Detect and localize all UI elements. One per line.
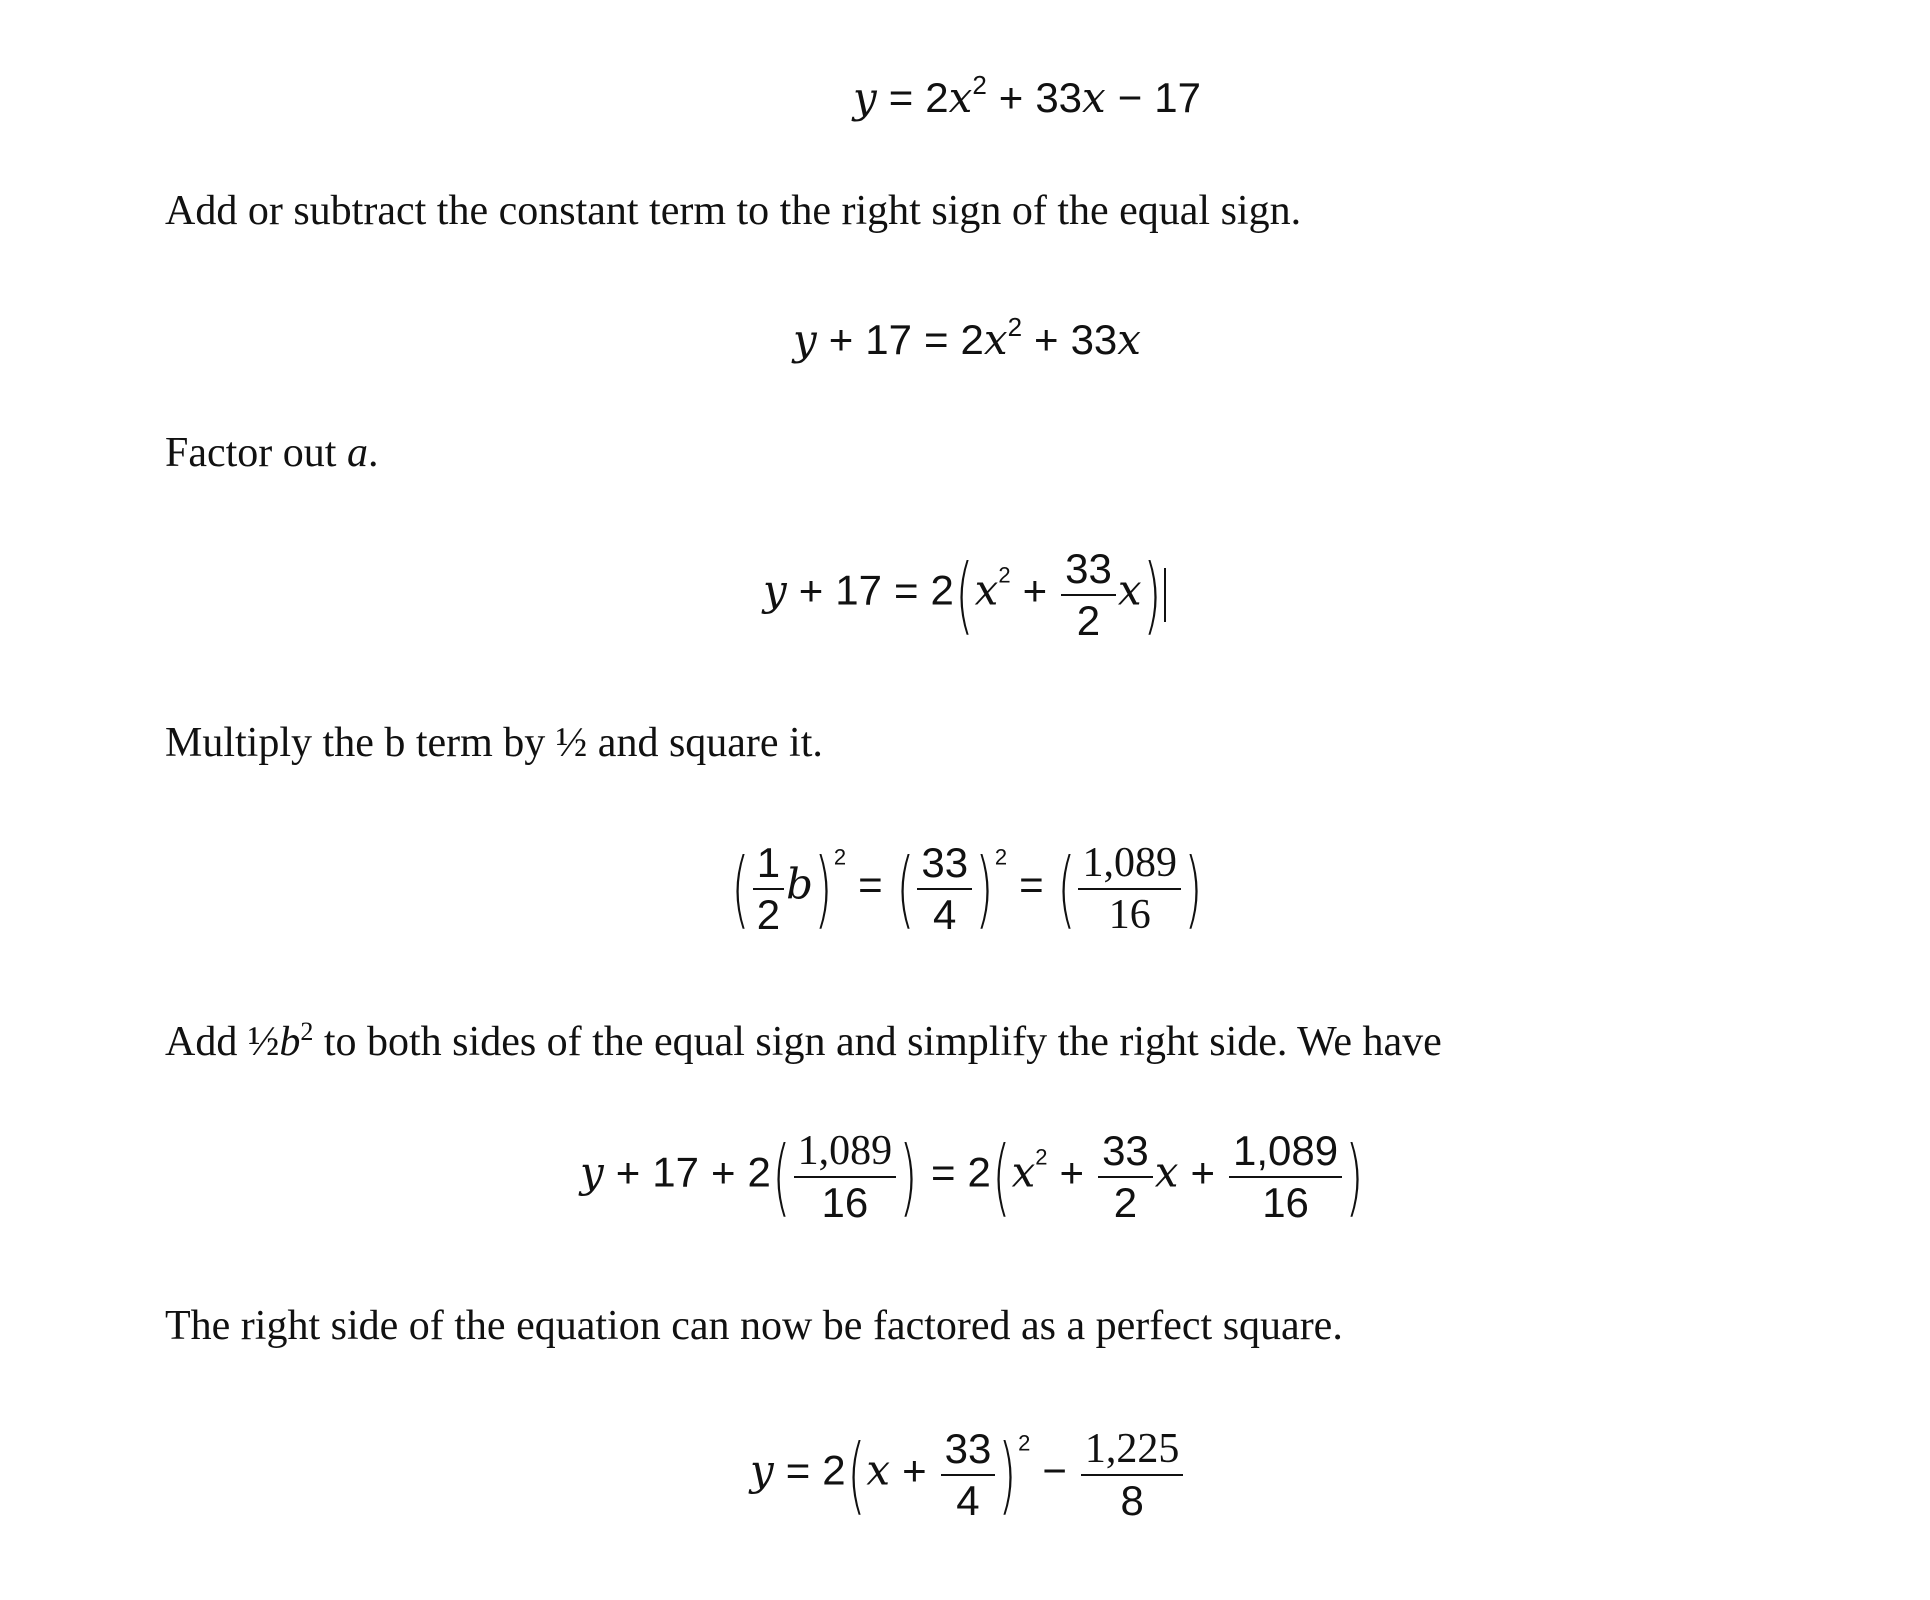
eq3-y: y: [763, 565, 787, 615]
eq1-plus: +: [998, 74, 1024, 121]
eq5-numerator-3: 1,089: [1229, 1130, 1342, 1178]
eq4-exp-1: 2: [833, 844, 847, 870]
eq2-x2: x: [1117, 315, 1141, 364]
eq2-x: x: [983, 315, 1008, 364]
eq6-fraction-1: [941, 1425, 996, 1524]
eq1-coef: 2: [925, 74, 949, 121]
eq4-right-paren-3: ): [1184, 840, 1203, 938]
eq4-denominator-3: 16: [1108, 892, 1151, 938]
eq6-equals: =: [785, 1446, 811, 1494]
eq5-plus-2: +: [710, 1148, 736, 1196]
eq6-denominator-1: 4: [956, 1477, 980, 1524]
eq1-c: 17: [1154, 74, 1201, 121]
eq5-plus-4: +: [1190, 1148, 1216, 1196]
eq3-equals: =: [893, 566, 919, 614]
eq3-x: x: [974, 565, 999, 615]
eq2-plus-1: +: [828, 316, 854, 363]
eq5-fraction-3: [1229, 1127, 1342, 1226]
eq3-plus-1: +: [798, 566, 824, 614]
eq6-numerator-2: 1,225: [1081, 1428, 1184, 1476]
paragraph-4-exp: 2: [300, 1017, 314, 1046]
paragraph-2: [165, 432, 378, 474]
eq6-left-paren: (: [847, 1426, 866, 1524]
eq5-x: x: [1011, 1147, 1036, 1197]
paragraph-2-text: Factor out: [165, 430, 347, 476]
eq5-fraction-1: [794, 1130, 897, 1224]
eq5-right-paren-1: ): [899, 1128, 918, 1226]
text-cursor: [1164, 568, 1166, 622]
eq1-y: y: [853, 73, 877, 122]
eq5-denominator-1: 16: [821, 1179, 869, 1226]
eq6-denominator-2: 8: [1120, 1477, 1144, 1524]
eq6-numerator-1: 33: [941, 1428, 996, 1476]
eq4-left-paren-2: (: [895, 840, 914, 938]
eq4-left-paren-1: (: [731, 840, 750, 938]
eq2-exp: 2: [1007, 312, 1023, 342]
equation-3: [763, 545, 1166, 644]
eq1-equals: =: [888, 74, 914, 121]
eq2-c: 17: [865, 316, 912, 363]
eq6-minus: −: [1042, 1446, 1067, 1494]
eq1-x2: x: [1082, 73, 1106, 122]
equation-1: [853, 72, 1201, 120]
paragraph-1: Add or subtract the constant term to the right sign of the equal sign.: [165, 188, 1302, 234]
eq4-fraction-2: [917, 839, 972, 938]
eq5-numerator-1: 1,089: [794, 1130, 897, 1178]
eq4-numerator-1: 1: [753, 842, 784, 890]
eq3-numerator: 33: [1061, 548, 1116, 596]
eq3-plus-2: +: [1022, 566, 1048, 614]
eq5-left-paren-1: (: [772, 1128, 791, 1226]
eq5-c: 17: [652, 1148, 699, 1196]
eq4-fraction-3: [1078, 842, 1181, 936]
eq6-right-paren: ): [998, 1426, 1017, 1524]
equation-5: [580, 1127, 1365, 1226]
eq5-numerator-2: 33: [1098, 1130, 1153, 1178]
eq3-fraction: [1061, 545, 1116, 644]
eq2-equals: =: [923, 316, 949, 363]
eq1-x: x: [948, 73, 973, 122]
eq3-right-paren: ): [1142, 546, 1161, 644]
paragraph-5: The right side of the equation can now be factored as a perfect square.: [165, 1303, 1343, 1349]
eq5-equals: =: [930, 1148, 956, 1196]
eq3-denominator: 2: [1076, 597, 1101, 644]
eq6-plus: +: [902, 1446, 927, 1494]
eq1-minus: −: [1117, 74, 1143, 121]
eq5-left-paren-2: (: [992, 1128, 1011, 1226]
eq4-denominator-2: 4: [933, 891, 957, 938]
eq5-denominator-2: 2: [1113, 1179, 1138, 1226]
eq6-exp: 2: [1018, 1430, 1031, 1456]
eq6-y: y: [750, 1445, 774, 1495]
paragraph-4-post: to both sides of the equal sign and simplify the right side. We have: [313, 1019, 1442, 1065]
eq6-fraction-2: [1081, 1428, 1184, 1522]
eq5-y: y: [580, 1147, 604, 1197]
paragraph-2-var: a: [346, 430, 368, 476]
eq4-fraction-1: [753, 839, 784, 938]
eq5-plus-3: +: [1059, 1148, 1085, 1196]
eq3-coef: 2: [930, 566, 954, 614]
eq3-exp: 2: [998, 562, 1011, 588]
eq4-numerator-2: 33: [917, 842, 972, 890]
paragraph-4-pre: Add ½: [165, 1019, 280, 1065]
equation-4: [730, 839, 1204, 938]
eq3-c: 17: [835, 566, 882, 614]
eq2-coef: 2: [960, 316, 984, 363]
eq5-coef-2: 2: [967, 1148, 991, 1196]
paragraph-4: [165, 1019, 1442, 1063]
paragraph-4-var: b: [279, 1019, 301, 1065]
eq1-exp: 2: [972, 70, 987, 100]
eq5-fraction-2: [1098, 1127, 1153, 1226]
eq4-left-paren-3: (: [1057, 840, 1076, 938]
eq1-b: 33: [1035, 74, 1083, 121]
eq4-right-paren-1: ): [814, 840, 833, 938]
eq4-b: b: [786, 859, 814, 909]
eq6-coef: 2: [822, 1446, 846, 1494]
equation-6: [750, 1425, 1185, 1524]
equation-2: [793, 314, 1141, 362]
eq6-x: x: [866, 1445, 891, 1495]
eq3-x2: x: [1117, 565, 1142, 615]
paragraph-2-end: .: [367, 430, 379, 476]
eq5-x2: x: [1154, 1147, 1179, 1197]
eq4-denominator-1: 2: [756, 891, 781, 938]
paragraph-3: Multiply the b term by ½ and square it.: [165, 720, 823, 766]
eq5-coef-1: 2: [747, 1148, 771, 1196]
eq4-right-paren-2: ): [975, 840, 994, 938]
eq5-right-paren-2: ): [1345, 1128, 1364, 1226]
eq2-b: 33: [1070, 316, 1118, 363]
eq5-denominator-3: 16: [1262, 1179, 1309, 1226]
eq4-numerator-3: 1,089: [1078, 842, 1181, 890]
eq4-exp-2: 2: [994, 844, 1008, 870]
eq5-exp: 2: [1035, 1144, 1048, 1170]
eq2-y: y: [793, 315, 817, 364]
eq4-equals-2: =: [1019, 860, 1044, 908]
eq3-left-paren: (: [955, 546, 974, 644]
eq5-plus-1: +: [615, 1148, 641, 1196]
eq4-equals-1: =: [858, 860, 883, 908]
eq2-plus-2: +: [1034, 316, 1059, 363]
